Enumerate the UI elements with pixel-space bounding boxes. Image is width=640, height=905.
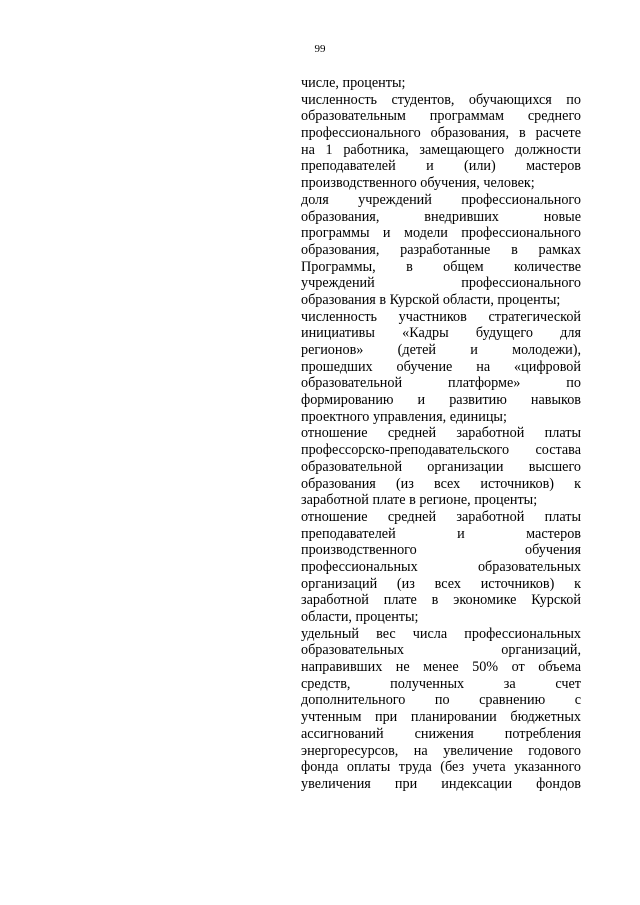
- paragraph: [301, 75, 581, 92]
- text-line: преподавателей и (или) мастеров: [301, 158, 581, 175]
- page-number: 99: [314, 43, 326, 55]
- text-line: образования (из всех источников) к: [301, 475, 581, 492]
- text-line: удельный вес числа профессиональных: [301, 625, 581, 642]
- text-line: энергоресурсов, на увеличение годового: [301, 742, 581, 759]
- text-line: образования, внедривших новые: [301, 208, 581, 225]
- paragraph: [301, 92, 581, 192]
- text-line: фонда оплаты труда (без учета указанного: [301, 759, 581, 776]
- paragraph: [301, 309, 581, 426]
- text-line: профессорско-преподавательского состава: [301, 442, 581, 459]
- text-line: дополнительного по сравнению с: [301, 692, 581, 709]
- text-line: направивших не менее 50% от объема: [301, 659, 581, 676]
- text-line: образовательной платформе» по: [301, 375, 581, 392]
- text-line: увеличения при индексации фондов: [301, 775, 581, 792]
- text-line: области, проценты;: [301, 609, 419, 625]
- text-line: средств, полученных за счет: [301, 675, 581, 692]
- text-line: ассигнований снижения потребления: [301, 725, 581, 742]
- text-line: организаций (из всех источников) к: [301, 575, 581, 592]
- text-line: производственного обучения, человек;: [301, 175, 535, 192]
- text-line: Программы, в общем количестве: [301, 258, 581, 275]
- text-line: отношение средней заработной платы: [301, 425, 581, 442]
- text-line: проектного управления, единицы;: [301, 408, 507, 425]
- text-line: профессионального образования, в расчете: [301, 125, 581, 142]
- paragraph: [301, 425, 581, 508]
- text-line: численность студентов, обучающихся по: [301, 91, 581, 108]
- paragraph: [301, 509, 581, 626]
- text-line: регионов» (детей и молодежи),: [301, 342, 581, 358]
- text-line: числе, проценты;: [301, 75, 406, 91]
- text-line: учреждений профессионального: [301, 275, 581, 292]
- text-line: численность участников стратегической: [301, 308, 581, 325]
- text-line: профессиональных образовательных: [301, 558, 581, 575]
- document-text-column: [301, 75, 581, 793]
- text-line: образовательной организации высшего: [301, 458, 581, 475]
- text-line: образовательных организаций,: [301, 642, 581, 659]
- text-line: производственного обучения: [301, 542, 581, 559]
- text-line: на 1 работника, замещающего должности: [301, 141, 581, 158]
- text-line: образовательным программам среднего: [301, 108, 581, 125]
- text-line: преподавателей и мастеров: [301, 525, 581, 542]
- text-line: прошедших обучение на «цифровой: [301, 358, 581, 375]
- paragraph: [301, 192, 581, 309]
- paragraph: [301, 626, 581, 793]
- text-line: формированию и развитию навыков: [301, 392, 581, 409]
- text-line: образования в Курской области, проценты;: [301, 291, 561, 308]
- text-line: доля учреждений профессионального: [301, 191, 581, 208]
- text-line: инициативы «Кадры будущего для: [301, 325, 581, 342]
- text-line: отношение средней заработной платы: [301, 508, 581, 525]
- text-line: программы и модели профессионального: [301, 225, 581, 242]
- text-line: образования, разработанные в рамках: [301, 241, 581, 258]
- text-line: заработной плате в регионе, проценты;: [301, 492, 538, 509]
- text-line: учтенным при планировании бюджетных: [301, 709, 581, 726]
- text-line: заработной плате в экономике Курской: [301, 592, 581, 609]
